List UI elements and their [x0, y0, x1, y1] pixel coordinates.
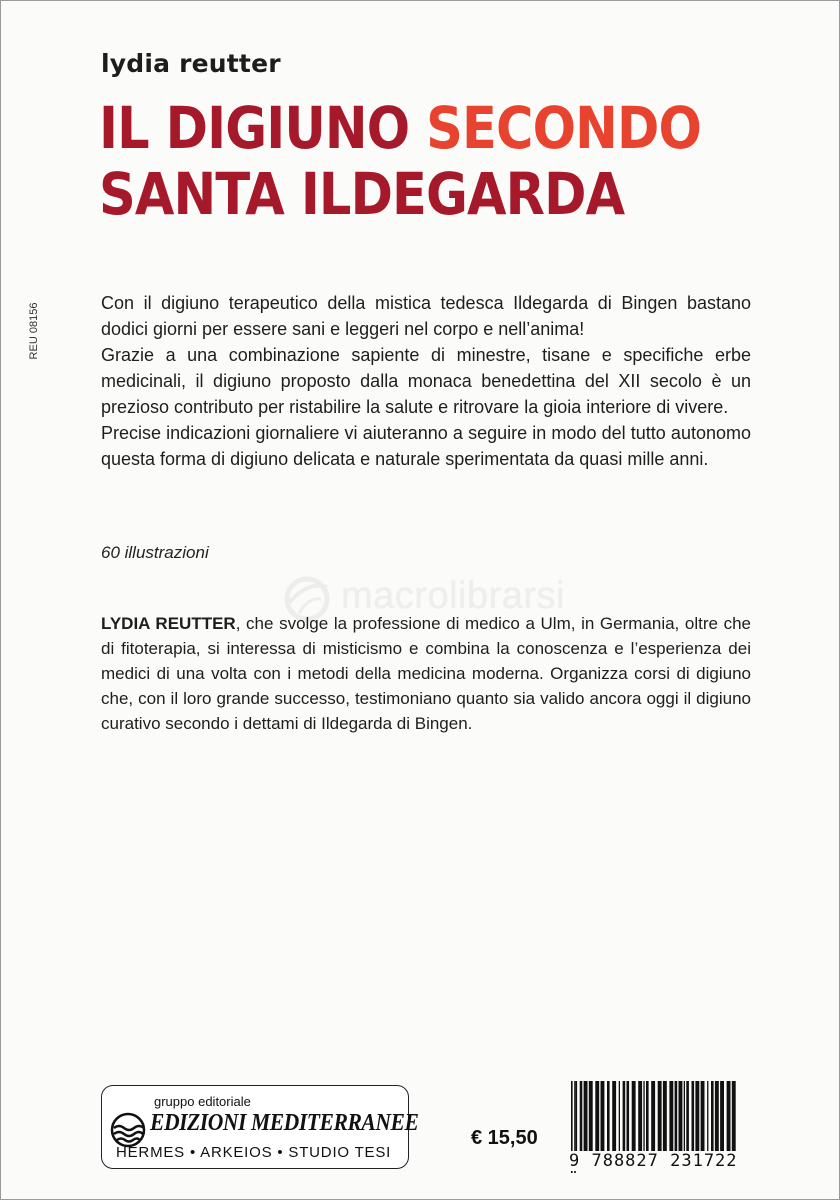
publisher-imprints: HERMES • ARKEIOS • STUDIO TESI — [116, 1144, 392, 1161]
title-line1-accent: SECONDO — [426, 94, 701, 162]
title-line1-part1: IL DIGIUNO — [99, 94, 427, 162]
publisher-group-label: gruppo editoriale — [154, 1094, 251, 1109]
description-paragraph-3: Precise indicazioni giornaliere vi aiuteranno a seguire in modo del tutto autonomo questa forma di digiuno delicata e naturale sperimentata da quasi mille anni. — [101, 423, 751, 469]
watermark-text: macrolibrarsi — [341, 575, 565, 617]
illustrations-note: 60 illustrazioni — [101, 543, 209, 562]
description-paragraph-2: Grazie a una combinazione sapiente di minestre, tisane e specifiche erbe medicinali, il digiuno proposto dalla monaca benedettina del XII secolo è un prezioso contributo per ristabilire la salute e ritrovare la gioia interiore di vivere. — [101, 345, 751, 417]
publisher-name: EDIZIONI MEDITERRANEE — [150, 1110, 419, 1136]
book-title — [99, 95, 701, 227]
description-paragraph-1: Con il digiuno terapeutico della mistica tedesca Ildegarda di Bingen bastano dodici giorni per essere sani e leggeri nel corpo e nell’anima! — [101, 293, 751, 339]
description — [101, 290, 751, 472]
price: € 15,50 — [471, 1127, 538, 1149]
isbn-number: 9 788827 231722 — [569, 1151, 738, 1171]
bio-author-name: LYDIA REUTTER — [101, 614, 236, 633]
bio-text: , che svolge la professione di medico a Ulm, in Germania, oltre che di fitoterapia, si interessa di misticismo e combina la conoscenza e l’esperienza dei medici di una volta con i metodi della medicina moderna. Organizza corsi di digiuno che, con il loro grande successo, testimoniano quanto sia valido ancora oggi il digiuno curativo secondo i dettami di Ildegarda di Bingen. — [101, 614, 751, 733]
publisher-box — [101, 1085, 419, 1169]
product-code: REU 08156 — [28, 302, 40, 360]
author-bio — [101, 611, 751, 736]
title-line2: SANTA ILDEGARDA — [99, 160, 625, 228]
wave-logo-icon — [110, 1112, 146, 1148]
author-name: lydia reutter — [101, 49, 281, 78]
